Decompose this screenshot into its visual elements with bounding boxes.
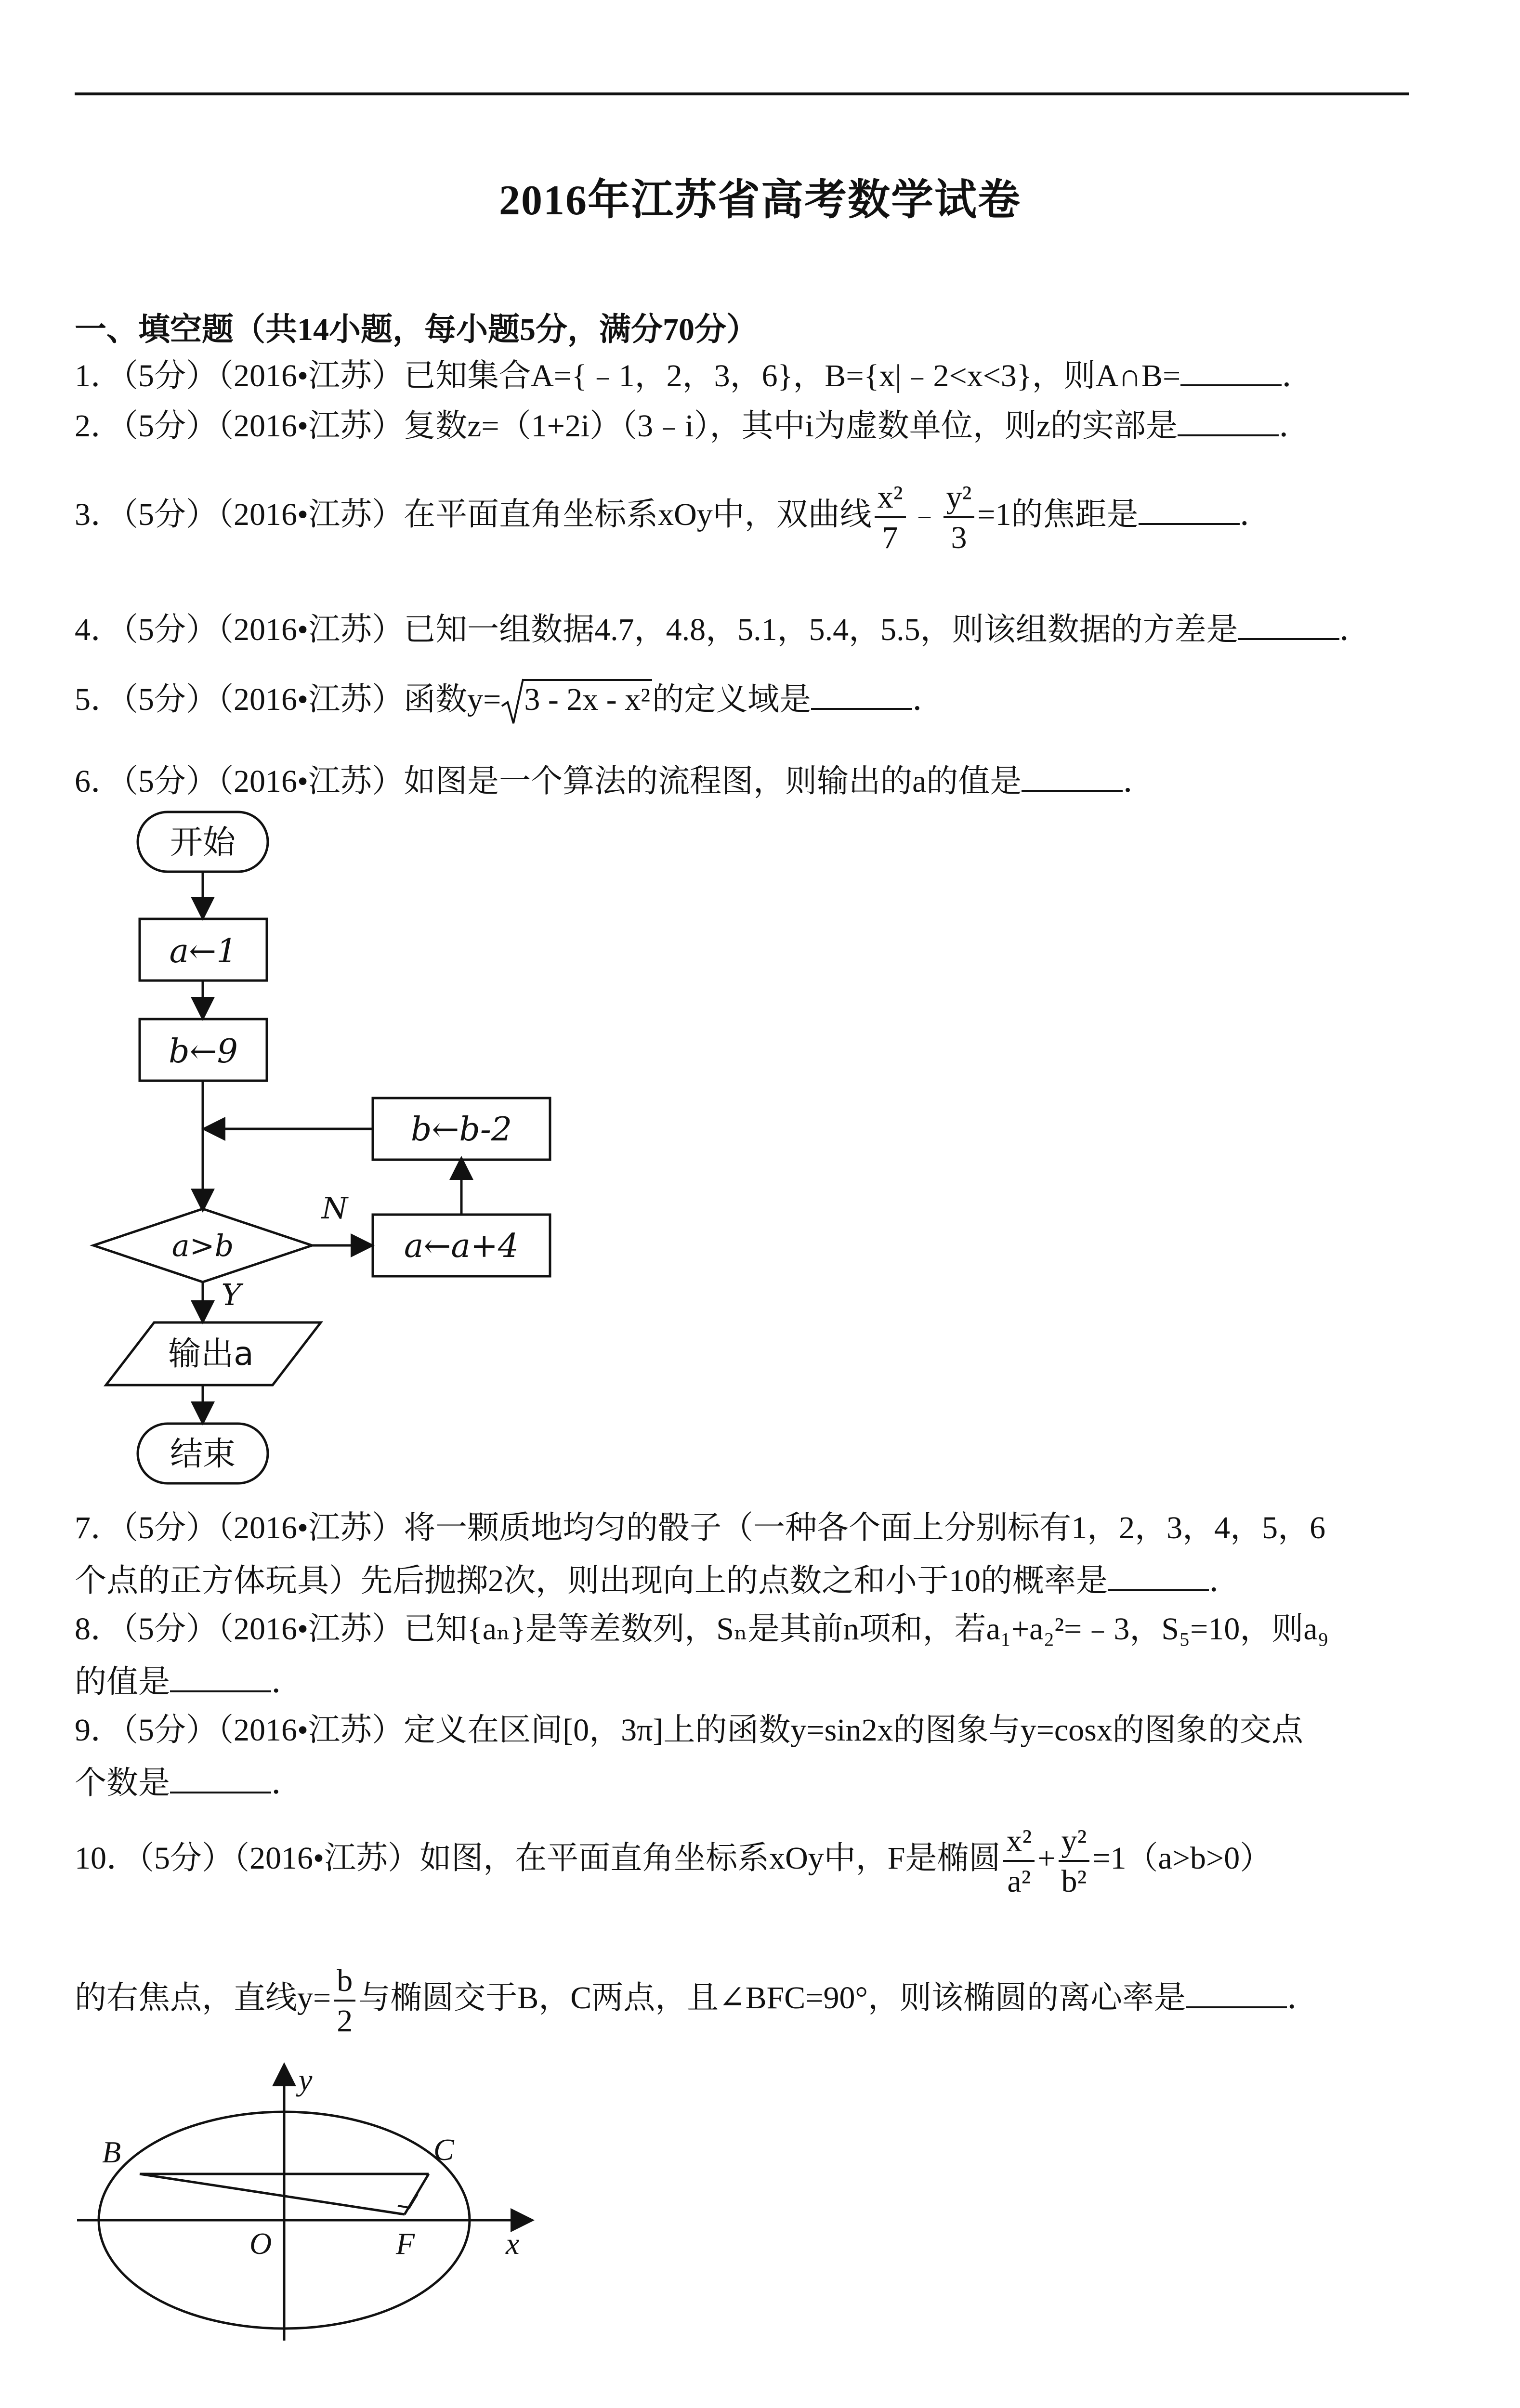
fraction-x2-over-7: $\frac{\text{x²}}{7}$ bbox=[875, 482, 906, 554]
origin-label: O bbox=[249, 2226, 272, 2261]
no-label: N bbox=[321, 1191, 348, 1226]
b-update-label: b←b-2 bbox=[410, 1111, 512, 1149]
start-label: 开始 bbox=[170, 824, 236, 862]
end-label: 结束 bbox=[170, 1435, 236, 1473]
answer-blank[interactable] bbox=[1139, 494, 1240, 525]
fraction-y2-over-3: $\frac{\text{y²}}{3}$ bbox=[943, 482, 975, 554]
answer-blank[interactable] bbox=[1186, 1977, 1287, 2008]
question-7-line-2: 个点的正方体玩具）先后抛掷2次，则出现向上的点数之和小于10的概率是 ． bbox=[75, 1560, 1241, 1597]
question-8-line-2: 的值是 ． bbox=[75, 1662, 303, 1698]
answer-blank[interactable] bbox=[1178, 406, 1279, 436]
answer-blank[interactable] bbox=[1022, 761, 1123, 792]
answer-blank[interactable] bbox=[170, 1763, 271, 1793]
fraction-b-over-2: $\frac{b}{2}$ bbox=[334, 1965, 355, 2037]
output-label: 输出a bbox=[168, 1335, 254, 1373]
b-init-label: b←9 bbox=[169, 1033, 238, 1071]
question-10-line-1: 10．（5分）（2016•江苏）如图，在平面直角坐标系xOy中，F是椭圆 $\frac{\text{x²}}{\text{a²}}$ + $\frac{\text{y²}}{\text{b²}}$ =1（a>b>0） bbox=[75, 1823, 1272, 1899]
square-root: 3 - 2x - x² bbox=[501, 679, 652, 716]
y-axis-label: y bbox=[299, 2063, 313, 2097]
flowchart-figure bbox=[72, 809, 578, 1507]
a-init-label: a←1 bbox=[169, 932, 237, 970]
segment-bf bbox=[140, 2174, 405, 2214]
question-1: 1．（5分）（2016•江苏）已知集合A={﹣1，2，3，6}，B={x|﹣2<x<3}，则A∩B= ． bbox=[75, 355, 1313, 392]
point-c-label: C bbox=[433, 2133, 454, 2167]
question-3: 3．（5分）（2016•江苏）在平面直角坐标系xOy中，双曲线 $\frac{\text{x²}}{7}$ ﹣ $\frac{\text{y²}}{3}$ =1的焦距是 ． bbox=[75, 480, 1271, 555]
top-rule bbox=[75, 92, 1409, 95]
question-7-line-1: 7．（5分）（2016•江苏）将一颗质地均匀的骰子（一种各个面上分别标有1，2，3，4，5，6 bbox=[75, 1510, 1326, 1545]
answer-blank[interactable] bbox=[1108, 1560, 1209, 1591]
section-heading: 一、填空题（共14小题，每小题5分，满分70分） bbox=[75, 312, 758, 347]
question-2: 2．（5分）（2016•江苏）复数z=（1+2i）（3﹣i），其中i为虚数单位，则z的实部是 ． bbox=[75, 406, 1310, 442]
question-8-line-1: 8．（5分）（2016•江苏）已知{aₙ}是等差数列，Sₙ是其前n项和，若a₁+a₂²=﹣3，S₅=10，则a₉ bbox=[75, 1611, 1329, 1647]
fraction-y2-over-b2: $\frac{\text{y²}}{\text{b²}}$ bbox=[1059, 1825, 1090, 1898]
question-6: 6．（5分）（2016•江苏）如图是一个算法的流程图，则输出的a的值是 ． bbox=[75, 761, 1154, 798]
yes-label: Y bbox=[221, 1277, 241, 1312]
answer-blank[interactable] bbox=[811, 679, 912, 710]
question-10-line-2: 的右焦点，直线y= $\frac{b}{2}$ 与椭圆交于B，C两点，且∠BFC=90°，则该椭圆的离心率是 ． bbox=[75, 1963, 1319, 2039]
question-9-line-1: 9．（5分）（2016•江苏）定义在区间[0，3π]上的函数y=sin2x的图象与y=cosx的图象的交点 bbox=[75, 1713, 1303, 1748]
point-b-label: B bbox=[102, 2135, 121, 2169]
condition-label: a>b bbox=[171, 1228, 234, 1263]
answer-blank[interactable] bbox=[1238, 609, 1339, 640]
ellipse-figure bbox=[72, 2061, 554, 2350]
answer-blank[interactable] bbox=[1180, 355, 1282, 386]
a-update-label: a←a+4 bbox=[404, 1227, 519, 1265]
question-5: 5．（5分）（2016•江苏）函数y= 3 - 2x - x²的定义域是 ． bbox=[75, 679, 944, 716]
answer-blank[interactable] bbox=[170, 1662, 271, 1692]
x-axis-label: x bbox=[506, 2226, 520, 2261]
question-9-line-2: 个数是 ． bbox=[75, 1763, 303, 1799]
fraction-x2-over-a2: $\frac{\text{x²}}{\text{a²}}$ bbox=[1003, 1825, 1035, 1898]
page-title: 2016年江苏省高考数学试卷 bbox=[498, 177, 1021, 224]
point-f-label: F bbox=[396, 2226, 415, 2261]
question-4: 4．（5分）（2016•江苏）已知一组数据4.7，4.8，5.1，5.4，5.5，则该组数据的方差是 ． bbox=[75, 609, 1371, 646]
